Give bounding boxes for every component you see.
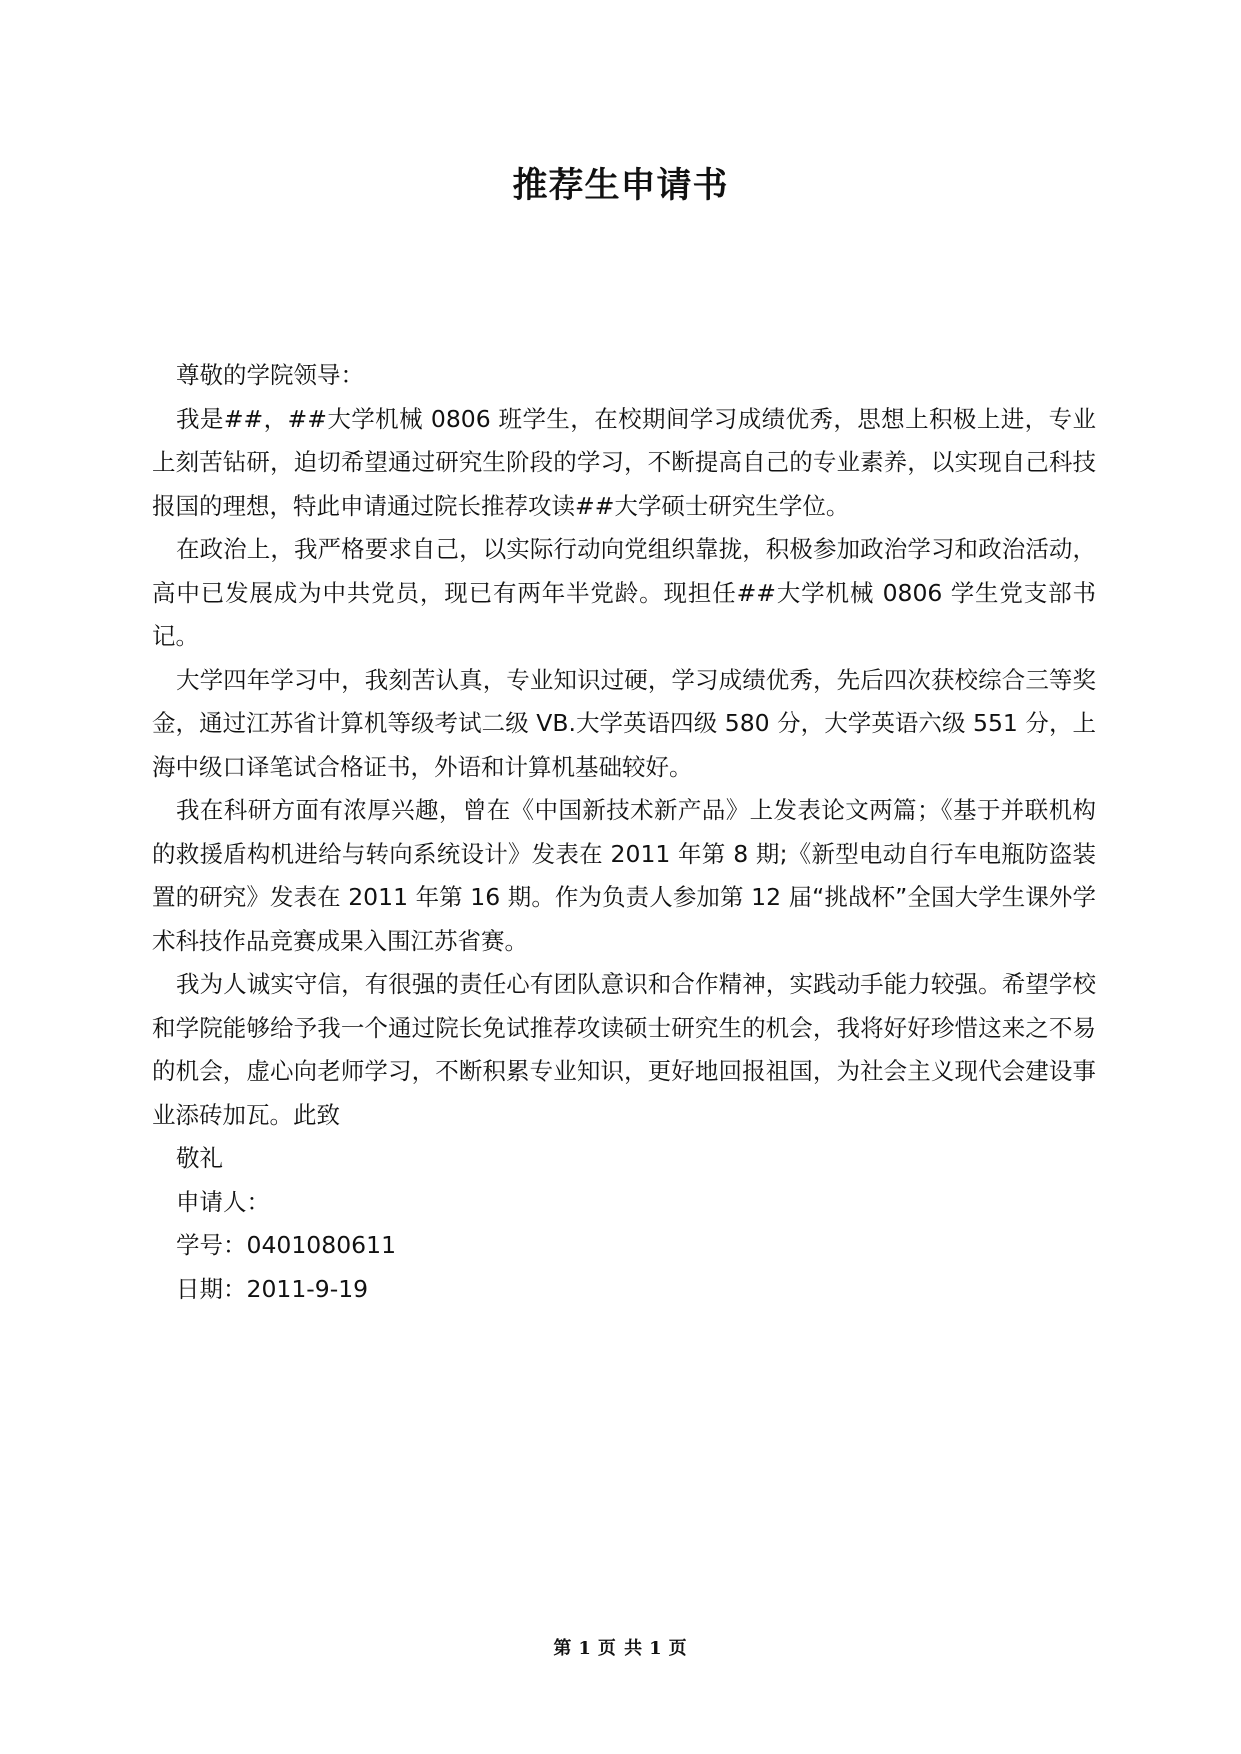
paragraph-character: 我为人诚实守信，有很强的责任心有团队意识和合作精神，实践动手能力较强。希望学校和学院能够给予我一个通过院长免试推荐攻读硕士研究生的机会，我将好好珍惜这来之不易的机会，虚心向老师学习，不断积累专业知识，更好地回报祖国，为社会主义现代会建设事业添砖加瓦。此致 xyxy=(152,970,1096,1129)
page-footer xyxy=(0,1634,1241,1660)
paragraph-study: 大学四年学习中，我刻苦认真，专业知识过硬，学习成绩优秀，先后四次获校综合三等奖金，通过江苏省计算机等级考试二级 VB.大学英语四级 580 分，大学英语六级 551 分，上海中级口译笔试合格证书，外语和计算机基础较好。 xyxy=(152,665,1096,781)
footer-suffix: 页 xyxy=(668,1638,688,1659)
footer-total-pages: 1 xyxy=(649,1638,663,1659)
footer-prefix: 第 xyxy=(553,1638,573,1659)
salutation: 尊敬的学院领导： xyxy=(176,361,364,389)
document-body xyxy=(152,354,1096,1311)
applicant-line: 申请人： xyxy=(176,1187,270,1216)
paragraph-research: 我在科研方面有浓厚兴趣，曾在《中国新技术新产品》上发表论文两篇；《基于并联机构的救援盾构机进给与转向系统设计》发表在 2011 年第 8 期;《新型电动自行车电瓶防盗装置的研究》发表在 2011 年第 16 期。作为负责人参加第 12 届“挑战杯”全国大学生课外学术科技作品竞赛成果入围江苏省赛。 xyxy=(152,796,1096,955)
paragraph-politics: 在政治上，我严格要求自己，以实际行动向党组织靠拢，积极参加政治学习和政治活动，高中已发展成为中共党员，现已有两年半党龄。现担任##大学机械 0806 学生党支部书记。 xyxy=(152,535,1096,650)
date-line: 日期：2011-9-19 xyxy=(176,1274,369,1303)
student-id-line: 学号：0401080611 xyxy=(176,1231,397,1259)
closing-line: 敬礼 xyxy=(176,1144,223,1172)
paragraph-intro: 我是##，##大学机械 0806 班学生，在校期间学习成绩优秀，思想上积极上进，专业上刻苦钻研，迫切希望通过研究生阶段的学习，不断提高自己的专业素养，以实现自己科技报国的理想，特此申请通过院长推荐攻读##大学硕士研究生学位。 xyxy=(152,404,1096,520)
document-title: 推荐生申请书 xyxy=(512,166,729,206)
footer-middle: 页 共 xyxy=(597,1638,644,1659)
footer-page-number: 1 xyxy=(578,1638,592,1659)
